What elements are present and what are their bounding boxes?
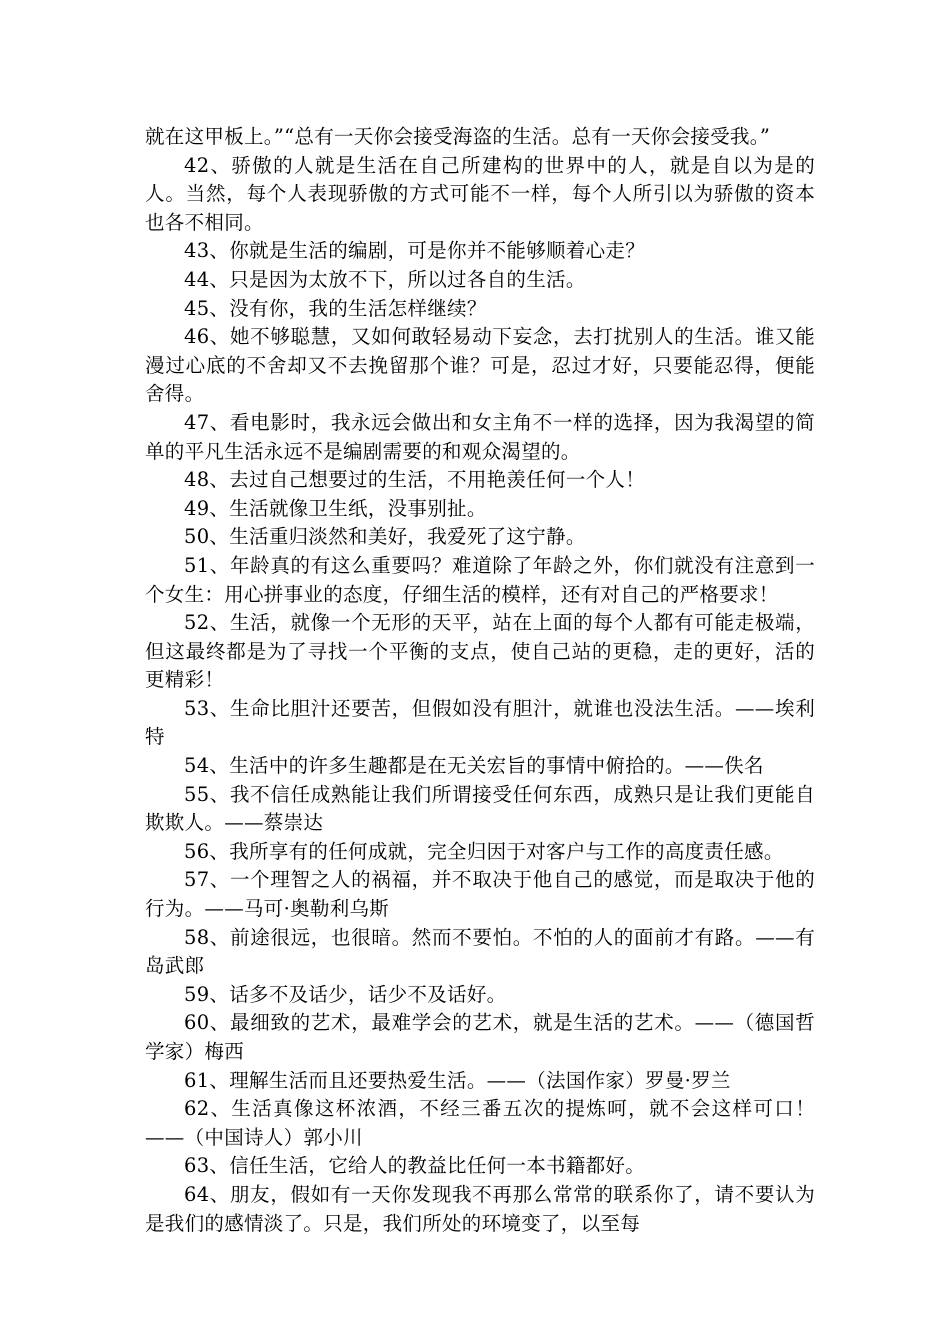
paragraph-58: 58、前途很远，也很暗。然而不要怕。不怕的人的面前才有路。——有岛武郎 (145, 925, 815, 978)
paragraph-63: 63、信任生活，它给人的教益比任何一本书籍都好。 (184, 1154, 646, 1178)
paragraph-45: 45、没有你，我的生活怎样继续？ (184, 296, 487, 320)
paragraph-47: 47、看电影时，我永远会做出和女主角不一样的选择，因为我渴望的简单的平凡生活永远不是编剧需要的和观众渴望的。 (145, 410, 815, 463)
paragraph-continuation: 就在这甲板上。”“总有一天你会接受海盗的生活。总有一天你会接受我。” (145, 125, 771, 148)
paragraph-59: 59、话多不及话少，话少不及话好。 (184, 982, 507, 1006)
paragraph-48: 48、去过自己想要过的生活，不用艳羡任何一个人！ (184, 468, 646, 492)
paragraph-57: 57、一个理智之人的祸福，并不取决于他自己的感觉，而是取决于他的行为。——马可·奥勒利乌斯 (145, 868, 815, 921)
paragraph-62: 62、生活真像这杯浓酒，不经三番五次的提炼呵，就不会这样可口！——（中国诗人）郭小川 (145, 1097, 815, 1149)
paragraph-54: 54、生活中的许多生趣都是在无关宏旨的事情中俯拾的。——佚名 (184, 754, 764, 778)
document-page (145, 123, 815, 1238)
paragraph-60: 60、最细致的艺术，最难学会的艺术，就是生活的艺术。——（德国哲学家）梅西 (145, 1011, 815, 1063)
paragraph-49: 49、生活就像卫生纸，没事别扯。 (184, 496, 487, 520)
paragraph-43: 43、你就是生活的编剧，可是你并不能够顺着心走？ (184, 239, 646, 263)
paragraph-61: 61、理解生活而且还要热爱生活。——（法国作家）罗曼·罗兰 (184, 1068, 731, 1092)
paragraph-55: 55、我不信任成熟能让我们所谓接受任何东西，成熟只是让我们更能自欺欺人。——蔡崇达 (145, 782, 815, 835)
paragraph-53: 53、生命比胆汁还要苦，但假如没有胆汁，就谁也没法生活。——埃利特 (145, 696, 815, 749)
paragraph-42: 42、骄傲的人就是生活在自己所建构的世界中的人，就是自以为是的人。当然，每个人表现骄傲的方式可能不一样，每个人所引以为骄傲的资本也各不相同。 (145, 153, 815, 234)
paragraph-46: 46、她不够聪慧，又如何敢轻易动下妄念，去打扰别人的生活。谁又能漫过心底的不舍却又不去挽留那个谁？可是，忍过才好，只要能忍得，便能舍得。 (145, 325, 815, 406)
paragraph-51: 51、年龄真的有这么重要吗？难道除了年龄之外，你们就没有注意到一个女生：用心拼事业的态度，仔细生活的模样，还有对自己的严格要求！ (145, 553, 815, 606)
paragraph-64: 64、朋友，假如有一天你发现我不再那么常常的联系你了，请不要认为是我们的感情淡了。只是，我们所处的环境变了，以至每 (145, 1182, 815, 1235)
paragraph-50: 50、生活重归淡然和美好，我爱死了这宁静。 (184, 525, 586, 549)
paragraph-44: 44、只是因为太放不下，所以过各自的生活。 (184, 267, 586, 291)
paragraph-52: 52、生活，就像一个无形的天平，站在上面的每个人都有可能走极端，但这最终都是为了寻找一个平衡的支点，使自己站的更稳，走的更好，活的更精彩！ (145, 611, 815, 692)
paragraph-56: 56、我所享有的任何成就，完全归因于对客户与工作的高度责任感。 (184, 839, 784, 863)
